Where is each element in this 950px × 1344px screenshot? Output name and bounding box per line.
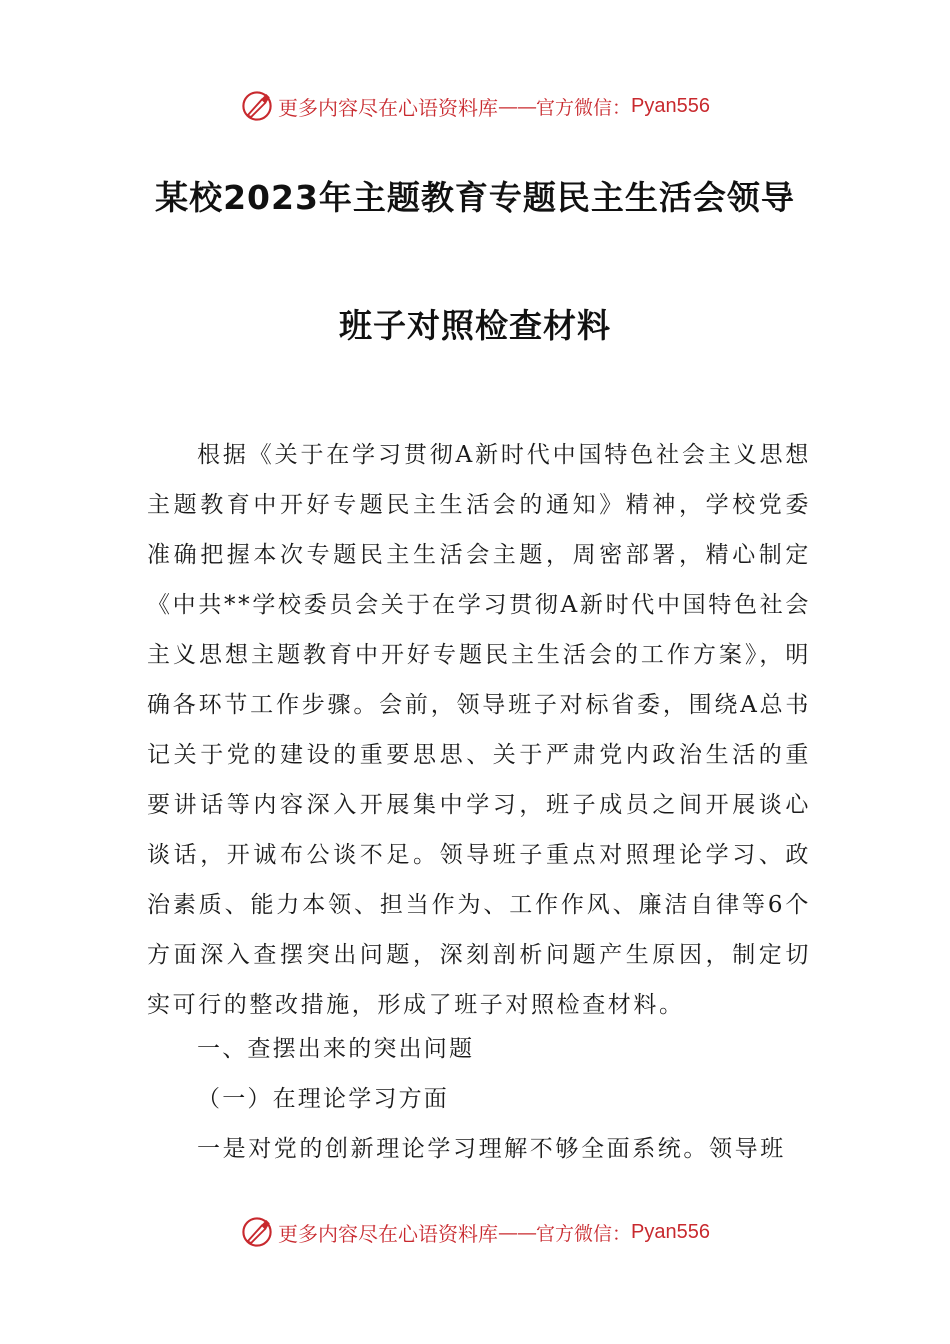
document-title-line-1: 某校2023年主题教育专题民主生活会领导 [155, 178, 795, 217]
footer-watermark-banner [0, 1212, 950, 1252]
banner-dash: —— [498, 94, 536, 118]
document-title-line-2: 班子对照检查材料 [339, 306, 611, 345]
subsection-heading: （一）在理论学习方面 [197, 1086, 449, 1112]
point-one-paragraph: 一是对党的创新理论学习理解不够全面系统。领导班 [197, 1136, 786, 1162]
intro-paragraph: 根据《关于在学习贯彻A新时代中国特色社会主义思想主题教育中开好专题民主生活会的通知》精神，学校党委准确把握本次专题民主生活会主题，周密部署，精心制定《中共**学校委员会关于在学习贯彻A新时代中国特色社会主义思想主题教育中开好专题民主生活会的工作方案》，明确各环节工作步骤。会前，领导班子对标省委，围绕A总书记关于党的建设的重要思思、关于严肃党内政治生活的重要讲话等内容深入开展集中学习，班子成员之间开展谈心谈话，开诚布公谈不足。领导班子重点对照理论学习、政治素质、能力本领、担当作为、工作作风、廉洁自律等6个方面深入查摆突出问题，深刻剖析问题产生原因，制定切实可行的整改措施，形成了班子对照检查材料。 [147, 442, 811, 1018]
banner-brand-text: 更多内容尽在心语资料库 [278, 1221, 498, 1246]
pen-nib-icon [240, 1215, 274, 1249]
banner-wechat-id: Pyan556 [631, 94, 710, 117]
banner-dash: —— [498, 1220, 536, 1244]
banner-wechat-id: Pyan556 [631, 1220, 710, 1243]
header-watermark-banner [0, 86, 950, 126]
banner-brand-text: 更多内容尽在心语资料库 [278, 95, 498, 120]
section-heading: 一、查摆出来的突出问题 [197, 1036, 475, 1062]
pen-nib-icon [240, 89, 274, 123]
banner-wechat-label: 官方微信： [536, 1222, 632, 1245]
banner-wechat-label: 官方微信： [536, 96, 632, 119]
